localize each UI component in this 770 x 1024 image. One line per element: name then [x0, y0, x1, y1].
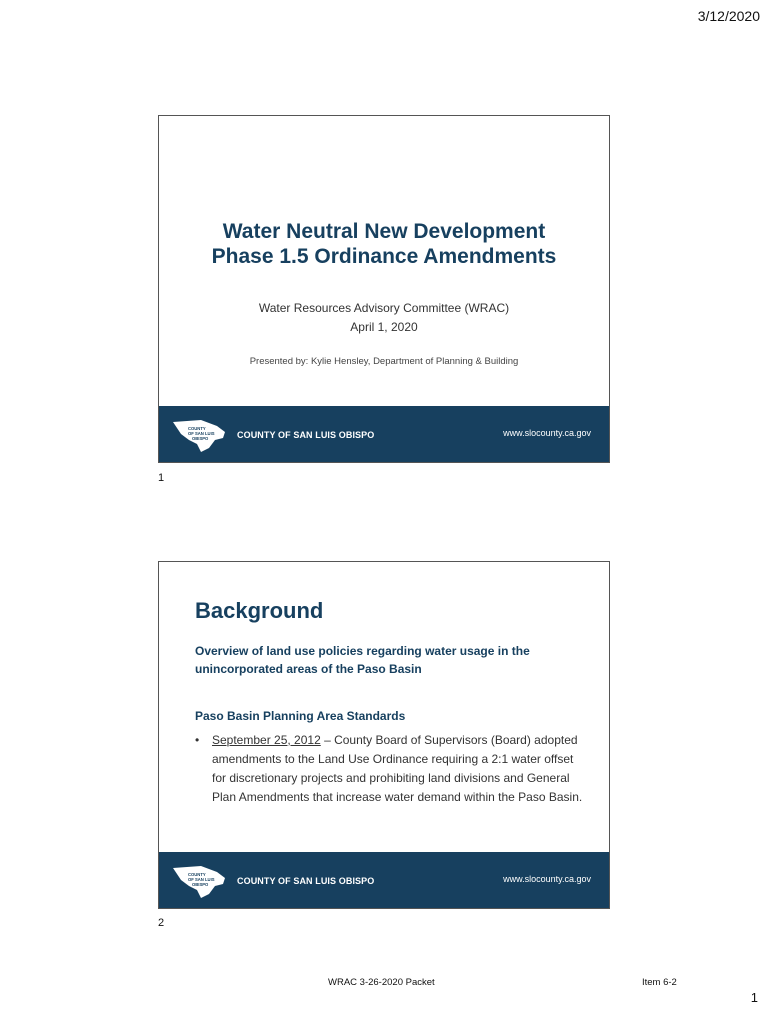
bullet-content	[212, 731, 585, 807]
county-logo-icon	[171, 864, 227, 900]
slide-2	[158, 561, 610, 909]
page-number: 1	[750, 990, 758, 1005]
presentation-date: April 1, 2020	[350, 320, 418, 334]
footer-county-name: COUNTY OF SAN LUIS OBISPO	[237, 876, 375, 886]
bullet-date: September 25, 2012	[212, 733, 321, 747]
footer-website-link[interactable]: www.slocounty.ca.gov	[503, 874, 591, 884]
svg-text:COUNTY: COUNTY	[188, 872, 206, 877]
footer-website-link[interactable]: www.slocounty.ca.gov	[503, 428, 591, 438]
overview-text: Overview of land use policies regarding water usage in the unincorporated areas of the Paso Basin	[195, 644, 530, 676]
slide-title	[159, 219, 609, 269]
committee-name: Water Resources Advisory Committee (WRAC)	[258, 301, 510, 315]
svg-text:OBISPO: OBISPO	[192, 436, 209, 441]
slide-1	[158, 115, 610, 463]
presenter-line: Presented by: Kylie Hensley, Department of Planning & Building	[249, 356, 519, 367]
print-date: 3/12/2020	[697, 8, 760, 24]
slide-number: 1	[158, 472, 165, 484]
bullet-item	[195, 731, 585, 807]
packet-label: WRAC 3-26-2020 Packet	[328, 977, 435, 988]
footer-county-name: COUNTY OF SAN LUIS OBISPO	[237, 430, 375, 440]
slide-number: 2	[158, 917, 165, 929]
bullet-icon: •	[195, 733, 200, 747]
bullet-text: – County Board of Supervisors (Board) adopted amendments to the Land Use Ordinance requiring a 2:1 water offset for discretionary projects and prohibiting land divisions and General Plan Amendments that increase water demand within the Paso Basin.	[212, 733, 583, 804]
item-label: Item 6-2	[642, 977, 677, 988]
slide-footer	[159, 406, 609, 462]
svg-text:COUNTY: COUNTY	[188, 426, 206, 431]
slide-title: Background	[195, 598, 324, 623]
svg-text:OBISPO: OBISPO	[192, 882, 209, 887]
slide-subtitle	[159, 299, 609, 337]
slide-footer	[159, 852, 609, 908]
svg-text:OF SAN LUIS: OF SAN LUIS	[188, 431, 215, 436]
county-logo-icon	[171, 418, 227, 454]
svg-text:OF SAN LUIS: OF SAN LUIS	[188, 877, 215, 882]
section-heading: Paso Basin Planning Area Standards	[195, 709, 406, 723]
title-line-2: Phase 1.5 Ordinance Amendments	[211, 245, 557, 268]
title-line-1: Water Neutral New Development	[222, 220, 546, 243]
